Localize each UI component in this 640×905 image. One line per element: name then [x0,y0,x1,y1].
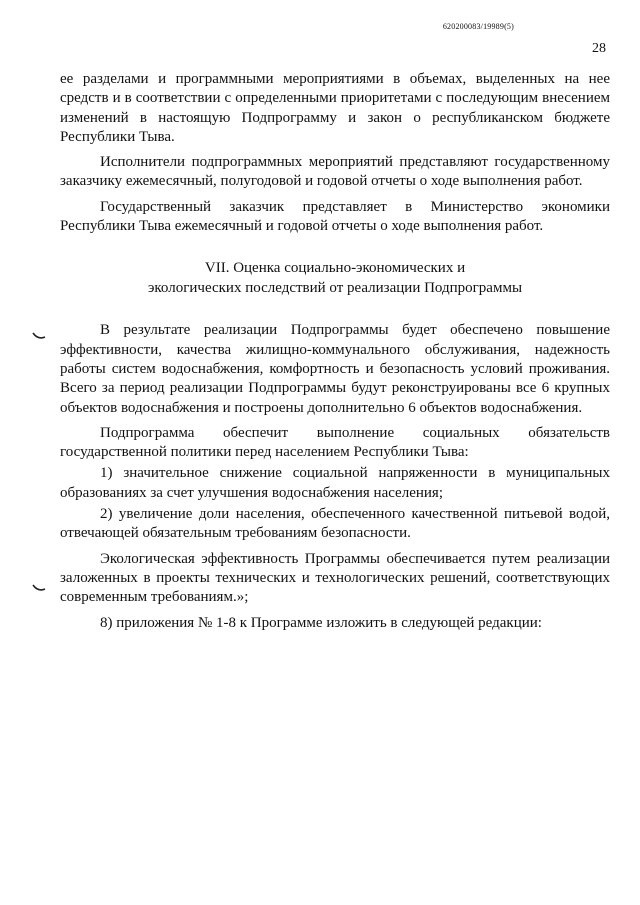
page-number: 28 [592,41,606,56]
paragraph: Подпрограмма обеспечит выполнение социальных обязательств государственной политики перед населением Республики Тыва: [60,424,610,461]
margin-mark [32,583,46,593]
document-body [60,70,610,639]
paragraph: Государственный заказчик представляет в Министерство экономики Республики Тыва ежемесячный и годовой отчеты о ходе выполнения работ. [60,198,610,235]
margin-mark [32,331,46,341]
paragraph: Экологическая эффективность Программы обеспечивается путем реализации заложенных в проекты технических и технологических решений, соответствующих современным требованиям.»; [60,550,610,606]
paragraph: Исполнители подпрограммных мероприятий представляют государственному заказчику ежемесячный, полугодовой и годовой отчеты о ходе выполнения работ. [60,154,610,190]
section-title-line: VII. Оценка социально-экономических и [204,260,466,277]
paragraph: В результате реализации Подпрограммы будет обеспечено повышение эффективности, качества жилищно-коммунального обслуживания, надежность работы систем водоснабжения, комфортность и безопасность условий проживания. Всего за период реализации Подпрограммы будут реконструированы все 6 крупных объектов водоснабжения и построены дополнительно 6 объектов водоснабжения. [60,322,610,416]
list-item: 1) значительное снижение социальной напряженности в муниципальных образованиях за счет улучшения водоснабжения населения; [60,465,610,501]
paragraph: 8) приложения № 1-8 к Программе изложить в следующей редакции: [100,614,542,631]
list-item: 2) увеличение доли населения, обеспеченного качественной питьевой водой, отвечающей обязательным требованиям безопасности. [60,506,610,542]
section-title [60,258,610,298]
document-code: 620200083/19989(5) [442,22,514,31]
section-title-line: экологических последствий от реализации Подпрограммы [147,280,523,297]
paragraph: ее разделами и программными мероприятиями в объемах, выделенных на нее средств и в соответствии с определенными приоритетами с последующим внесением изменений в настоящую Подпрограмму и закон о республиканском бюджете Республики Тыва. [60,71,610,145]
